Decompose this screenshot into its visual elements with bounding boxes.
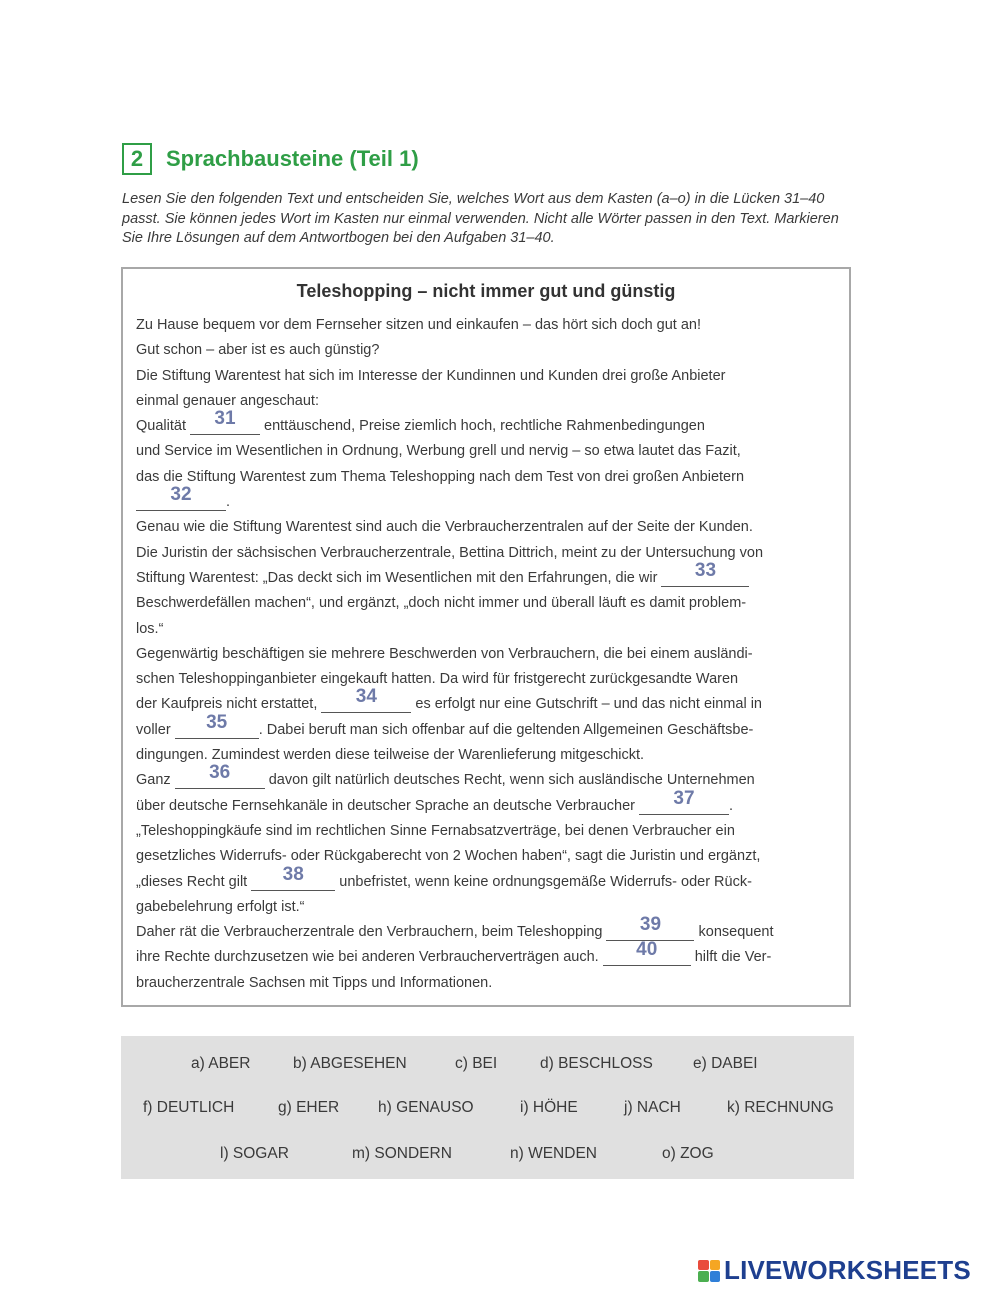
line-text: „dieses Recht gilt [136, 873, 252, 890]
line-text: los.“ [136, 620, 164, 637]
word-option: o) ZOG [662, 1145, 714, 1162]
section-title: Sprachbausteine (Teil 1) [166, 146, 419, 171]
gap-input-40[interactable] [603, 939, 691, 966]
text-line [136, 787, 774, 819]
word-option: f) DEUTLICH [143, 1099, 235, 1116]
line-text: . Dabei beruft man sich offenbar auf die geltenden Allgemeinen Geschäftsbe- [258, 721, 754, 738]
word-option: j) NACH [624, 1099, 681, 1116]
liveworksheets-logo-icon [698, 1260, 720, 1282]
section-header [122, 143, 419, 175]
line-text: schen Teleshoppinganbieter eingekauft hatten. Da wird für fristgerecht zurückgesandte Waren [136, 671, 739, 688]
text-line [136, 617, 774, 642]
text-box [121, 267, 851, 1007]
gap-input-37[interactable] [639, 787, 729, 815]
word-option: e) DABEI [693, 1055, 758, 1072]
line-text: . [729, 797, 734, 814]
text-line [136, 667, 774, 692]
line-text: unbefristet, wenn keine ordnungsgemäße Widerrufs- oder Rück- [335, 873, 752, 890]
word-option: g) EHER [278, 1099, 340, 1116]
text-line [136, 642, 774, 667]
logo-tile [710, 1271, 721, 1282]
gap-input-31[interactable] [190, 408, 260, 435]
text-line [136, 939, 774, 970]
word-option: d) BESCHLOSS [540, 1055, 653, 1072]
line-text: Zu Hause bequem vor dem Fernseher sitzen und einkaufen – das hört sich doch gut an! [136, 317, 702, 333]
line-text: gabebelehrung erfolgt ist.“ [136, 898, 305, 915]
line-text: dingungen. Zumindest werden diese teilweise der Warenlieferung mitgeschickt. [136, 747, 645, 764]
gap-number: 39 [639, 914, 662, 936]
word-option: b) ABGESEHEN [293, 1055, 407, 1072]
brand-text: LIVEWORKSHEETS [724, 1255, 971, 1285]
word-option: h) GENAUSO [378, 1099, 474, 1116]
gap-number: 33 [694, 559, 717, 581]
line-text: Ganz [136, 772, 175, 789]
word-option: k) RECHNUNG [727, 1099, 834, 1116]
gap-number: 34 [355, 686, 377, 708]
gap-number: 36 [209, 762, 231, 784]
line-text: . [226, 494, 231, 511]
text-line [136, 686, 774, 717]
text-line [136, 591, 774, 616]
text-line [136, 338, 774, 363]
line-text: davon gilt natürlich deutsches Recht, wenn sich ausländische Unternehmen [264, 772, 755, 789]
line-text: Qualität [136, 418, 190, 435]
line-text: gesetzliches Widerrufs- oder Rückgaberecht von 2 Wochen haben“, sagt die Juristin und ergänzt, [136, 848, 761, 865]
text-lines [136, 313, 774, 996]
word-box [121, 1036, 854, 1179]
word-option: c) BEI [455, 1055, 498, 1072]
text-line [136, 711, 774, 743]
text-line [136, 313, 774, 338]
line-text: Daher rät die Verbraucherzentrale den Verbrauchern, beim Teleshopping [136, 924, 607, 941]
logo-tile [710, 1260, 721, 1271]
logo-tile [698, 1271, 709, 1282]
line-text: über deutsche Fernsehkanäle in deutscher Sprache an deutsche Verbraucher [136, 797, 639, 814]
line-text: Stiftung Warentest: „Das deckt sich im Wesentlichen mit den Erfahrungen, die wir [136, 569, 662, 586]
text-line [136, 895, 774, 920]
line-text: ihre Rechte durchzusetzen wie bei anderen Verbraucherverträgen auch. [136, 949, 603, 966]
text-line [136, 819, 774, 844]
text-line [136, 559, 774, 591]
text-line [136, 844, 774, 869]
text-line [136, 439, 774, 464]
line-text: hilft die Ver- [690, 949, 772, 966]
line-text: Gut schon – aber ist es auch günstig? [136, 342, 380, 359]
gap-number: 32 [170, 484, 192, 506]
section-number: 2 [122, 143, 152, 175]
text-line [136, 484, 774, 515]
gap-number: 35 [206, 711, 228, 733]
line-text: das die Stiftung Warentest zum Thema Teleshopping nach dem Test von drei großen Anbietern [136, 468, 745, 485]
gap-input-34[interactable] [321, 686, 411, 713]
line-text: braucherzentrale Sachsen mit Tipps und Informationen. [136, 974, 493, 991]
line-text: Die Juristin der sächsischen Verbraucherzentrale, Bettina Dittrich, meint zu der Untersuchung von [136, 544, 764, 561]
line-text: voller [136, 721, 175, 738]
line-text: Beschwerdefällen machen“, und ergänzt, „doch nicht immer und überall läuft es damit problem- [136, 595, 747, 612]
gap-input-33[interactable] [661, 559, 749, 587]
text-line [136, 914, 774, 945]
word-option: m) SONDERN [352, 1145, 452, 1162]
gap-number: 40 [636, 939, 658, 961]
text-title: Teleshopping – nicht immer gut und günstig [296, 281, 676, 301]
line-text: Gegenwärtig beschäftigen sie mehrere Beschwerden von Verbrauchern, die bei einem ausländi- [136, 645, 753, 662]
gap-input-36[interactable] [175, 762, 265, 789]
text-line [136, 863, 774, 895]
line-text: es erfolgt nur eine Gutschrift – und das nicht einmal in [411, 696, 762, 713]
line-text: einmal genauer angeschaut: [136, 392, 319, 409]
line-text: der Kaufpreis nicht erstattet, [136, 696, 322, 713]
gap-input-32[interactable] [136, 484, 226, 511]
text-line [136, 971, 774, 996]
text-line [136, 465, 774, 490]
text-line [136, 408, 774, 439]
gap-number: 38 [282, 863, 304, 885]
line-text: enttäuschend, Preise ziemlich hoch, rechtliche Rahmenbedingungen [260, 418, 705, 435]
gap-input-38[interactable] [251, 863, 335, 891]
liveworksheets-branding [698, 1255, 971, 1286]
line-text: und Service im Wesentlichen in Ordnung, Werbung grell und nervig – so etwa lautet das Fazit, [136, 443, 741, 460]
line-text: „Teleshoppingkäufe sind im rechtlichen Sinne Fernabsatzverträge, bei denen Verbraucher ein [136, 822, 735, 839]
text-line [136, 364, 774, 389]
text-line [136, 743, 774, 768]
word-option: a) ABER [191, 1055, 251, 1072]
line-text: Die Stiftung Warentest hat sich im Interesse der Kundinnen und Kunden drei große Anbieter [136, 367, 726, 384]
instructions: Lesen Sie den folgenden Text und entscheiden Sie, welches Wort aus dem Kasten (a–o) in die Lücken 31–40 passt. Sie können jedes Wort im Kasten nur einmal verwenden. Nicht alle Wörter passen in den Text. Markieren Sie Ihre Lösungen auf dem Antwortbogen bei den Aufgaben 31–40. [122, 191, 839, 246]
line-text: Genau wie die Stiftung Warentest sind auch die Verbraucherzentralen auf der Seite der Kunden. [136, 519, 753, 536]
line-text: konsequent [694, 924, 774, 941]
word-option: i) HÖHE [520, 1099, 578, 1116]
word-option: n) WENDEN [510, 1145, 597, 1162]
word-option: l) SOGAR [220, 1145, 289, 1162]
text-line [136, 515, 774, 540]
logo-tile [698, 1260, 709, 1271]
gap-number: 37 [673, 787, 695, 809]
gap-input-35[interactable] [175, 711, 259, 739]
text-line [136, 541, 774, 566]
gap-number: 31 [214, 408, 236, 430]
